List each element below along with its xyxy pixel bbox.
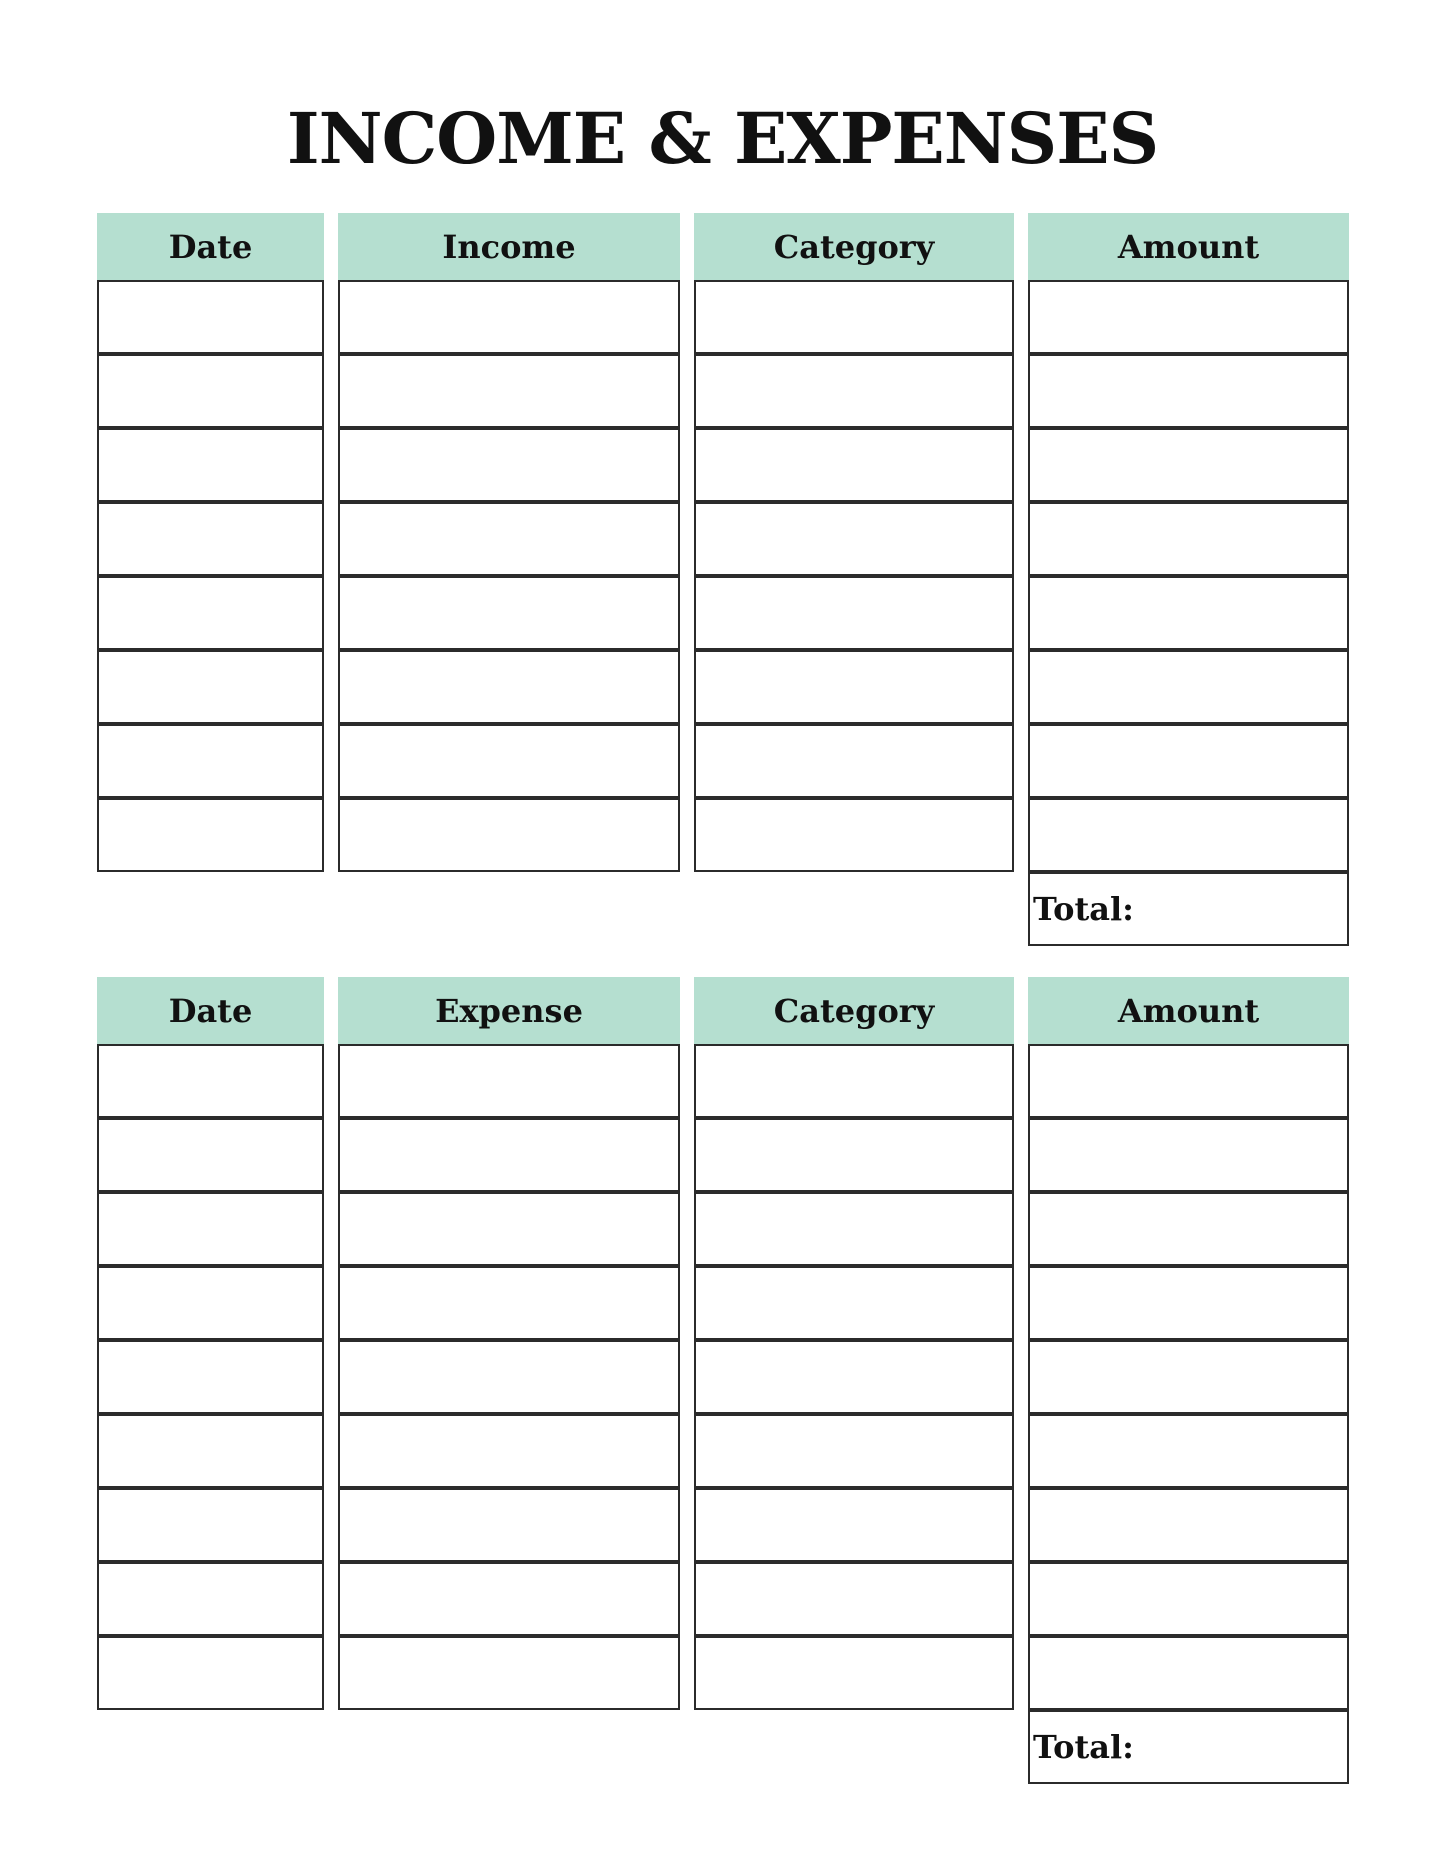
income-cell[interactable]: [97, 428, 324, 502]
income-header-category: Category: [694, 213, 1014, 280]
expense-cell[interactable]: [694, 1266, 1014, 1340]
income-header-amount: Amount: [1028, 213, 1349, 280]
expense-header-expense: Expense: [338, 977, 680, 1044]
expense-cell[interactable]: [97, 1266, 324, 1340]
income-cell[interactable]: [694, 354, 1014, 428]
expense-total-box[interactable]: [1028, 1710, 1349, 1784]
expense-total-label: Total:: [1033, 1728, 1134, 1766]
expense-header-category: Category: [694, 977, 1014, 1044]
expense-cell[interactable]: [694, 1340, 1014, 1414]
income-column-income: [338, 213, 680, 872]
income-cell[interactable]: [338, 280, 680, 354]
expense-cell[interactable]: [97, 1192, 324, 1266]
expense-cell[interactable]: [97, 1488, 324, 1562]
income-cell[interactable]: [338, 724, 680, 798]
income-cell[interactable]: [1028, 650, 1349, 724]
expense-cell[interactable]: [338, 1266, 680, 1340]
income-cell[interactable]: [1028, 576, 1349, 650]
expense-cell[interactable]: [1028, 1340, 1349, 1414]
expense-cell[interactable]: [97, 1562, 324, 1636]
expense-cell[interactable]: [1028, 1044, 1349, 1118]
expense-cell[interactable]: [694, 1562, 1014, 1636]
expense-cell[interactable]: [1028, 1192, 1349, 1266]
income-cell[interactable]: [1028, 428, 1349, 502]
expense-cell[interactable]: [338, 1488, 680, 1562]
expense-cell[interactable]: [694, 1192, 1014, 1266]
income-cell[interactable]: [694, 798, 1014, 872]
expense-cell[interactable]: [97, 1340, 324, 1414]
income-header-income: Income: [338, 213, 680, 280]
income-header-date: Date: [97, 213, 324, 280]
income-cell[interactable]: [97, 798, 324, 872]
expense-cell[interactable]: [338, 1192, 680, 1266]
expense-cell[interactable]: [694, 1636, 1014, 1710]
expense-cell[interactable]: [1028, 1118, 1349, 1192]
expense-header-date: Date: [97, 977, 324, 1044]
expense-header-amount: Amount: [1028, 977, 1349, 1044]
income-cell[interactable]: [338, 798, 680, 872]
income-cell[interactable]: [97, 650, 324, 724]
expense-column-category: [694, 977, 1014, 1710]
expense-cell[interactable]: [338, 1118, 680, 1192]
expense-cell[interactable]: [338, 1340, 680, 1414]
expense-cell[interactable]: [1028, 1266, 1349, 1340]
expense-cell[interactable]: [1028, 1488, 1349, 1562]
income-cell[interactable]: [338, 354, 680, 428]
income-cell[interactable]: [694, 428, 1014, 502]
expense-cell[interactable]: [338, 1044, 680, 1118]
expense-cell[interactable]: [97, 1118, 324, 1192]
income-cell[interactable]: [694, 280, 1014, 354]
income-cell[interactable]: [694, 576, 1014, 650]
expense-cell[interactable]: [338, 1414, 680, 1488]
expense-cell[interactable]: [97, 1044, 324, 1118]
income-cell[interactable]: [97, 576, 324, 650]
expense-cell[interactable]: [694, 1044, 1014, 1118]
income-column-amount: [1028, 213, 1349, 872]
income-cell[interactable]: [97, 724, 324, 798]
expense-cell[interactable]: [1028, 1562, 1349, 1636]
income-cell[interactable]: [694, 724, 1014, 798]
income-column-category: [694, 213, 1014, 872]
expense-cell[interactable]: [338, 1636, 680, 1710]
income-cell[interactable]: [338, 502, 680, 576]
income-cell[interactable]: [694, 502, 1014, 576]
income-total-box[interactable]: [1028, 872, 1349, 946]
expense-cell[interactable]: [97, 1636, 324, 1710]
income-cell[interactable]: [338, 428, 680, 502]
income-cell[interactable]: [1028, 724, 1349, 798]
income-total-label: Total:: [1033, 890, 1134, 928]
income-cell[interactable]: [338, 576, 680, 650]
expense-cell[interactable]: [694, 1414, 1014, 1488]
income-cell[interactable]: [97, 280, 324, 354]
income-cell[interactable]: [1028, 354, 1349, 428]
income-cell[interactable]: [338, 650, 680, 724]
expense-cell[interactable]: [338, 1562, 680, 1636]
income-column-date: [97, 213, 324, 872]
income-cell[interactable]: [694, 650, 1014, 724]
expense-column-amount: [1028, 977, 1349, 1710]
expense-cell[interactable]: [97, 1414, 324, 1488]
expense-cell[interactable]: [694, 1118, 1014, 1192]
income-cell[interactable]: [1028, 502, 1349, 576]
income-cell[interactable]: [97, 502, 324, 576]
page-title: INCOME & EXPENSES: [286, 97, 1159, 180]
expense-cell[interactable]: [1028, 1414, 1349, 1488]
income-cell[interactable]: [97, 354, 324, 428]
income-cell[interactable]: [1028, 280, 1349, 354]
expense-column-expense: [338, 977, 680, 1710]
expense-cell[interactable]: [1028, 1636, 1349, 1710]
expense-cell[interactable]: [694, 1488, 1014, 1562]
expense-column-date: [97, 977, 324, 1710]
income-cell[interactable]: [1028, 798, 1349, 872]
